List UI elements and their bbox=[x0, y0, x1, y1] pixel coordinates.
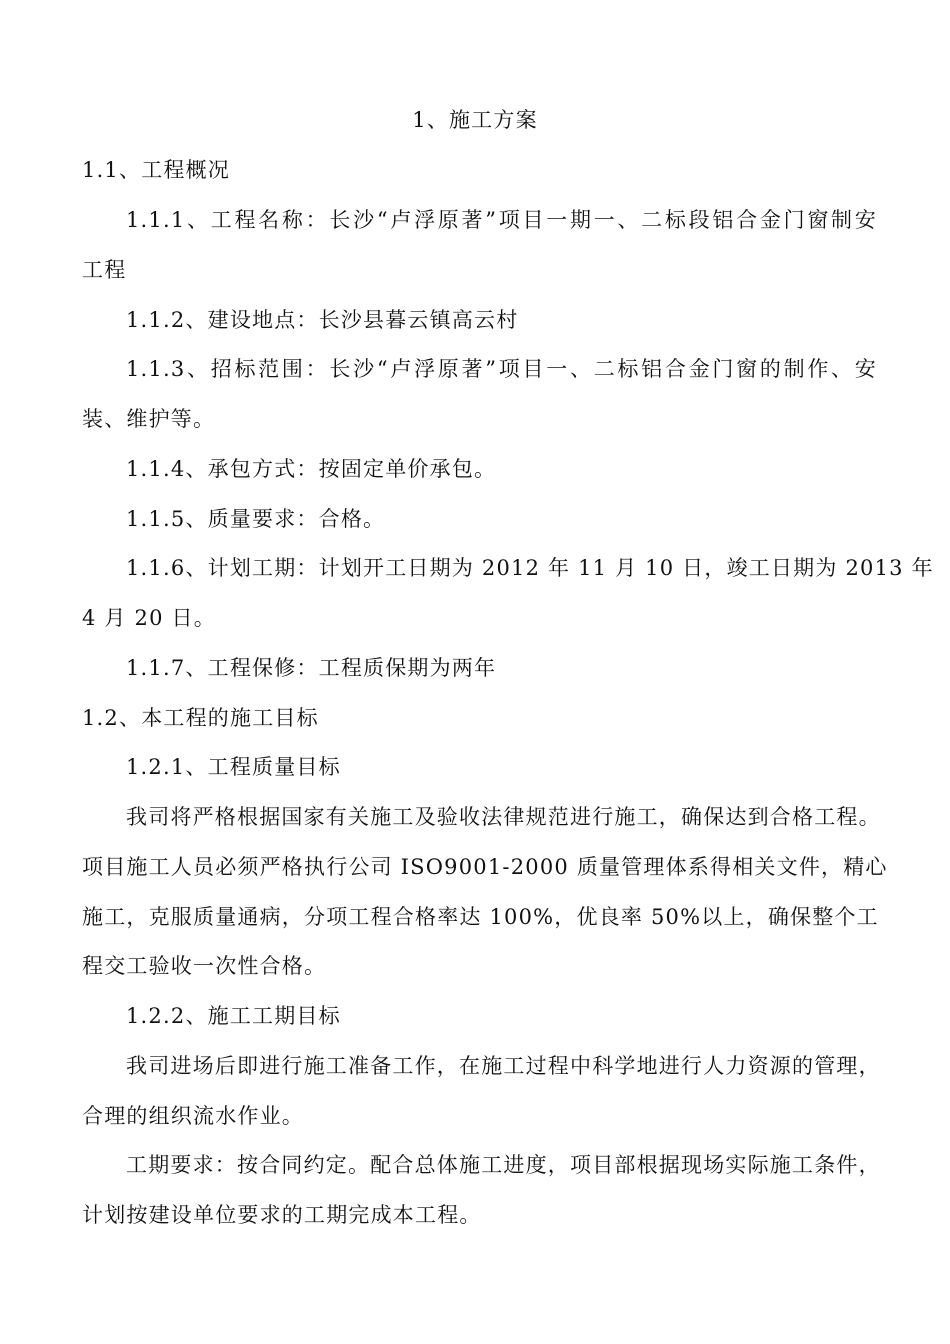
project-name-continued: 工程 bbox=[82, 258, 127, 282]
section-heading-1-2: 1.2、本工程的施工目标 bbox=[82, 706, 319, 730]
quality-goal-line: 施工，克服质量通病，分项工程合格率达 100%，优良率 50%以上，确保整个工 bbox=[82, 905, 879, 929]
quality-goal-line: 项目施工人员必须严格执行公司 ISO9001-2000 质量管理体系得相关文件，精心 bbox=[82, 855, 888, 879]
subsection-heading-1-2-2: 1.2.2、施工工期目标 bbox=[126, 1004, 341, 1028]
quality-goal-line: 程交工验收一次性合格。 bbox=[82, 954, 327, 978]
tender-scope-line: 1.1.3、招标范围：长沙“卢浮原著”项目一、二标铝合金门窗的制作、安 bbox=[126, 357, 877, 381]
schedule-line: 1.1.6、计划工期：计划开工日期为 2012 年 11 月 10 日，竣工日期为 2013 年 bbox=[126, 556, 934, 580]
quality-goal-line: 我司将严格根据国家有关施工及验收法律规范进行施工，确保达到合格工程。 bbox=[126, 805, 881, 829]
warranty-line: 1.1.7、工程保修：工程质保期为两年 bbox=[126, 656, 497, 680]
schedule-requirement-line: 计划按建设单位要求的工期完成本工程。 bbox=[82, 1203, 482, 1227]
construction-site-line: 1.1.2、建设地点：长沙县暮云镇高云村 bbox=[126, 308, 519, 332]
contract-method-line: 1.1.4、承包方式：按固定单价承包。 bbox=[126, 457, 497, 481]
schedule-continued: 4 月 20 日。 bbox=[82, 606, 216, 630]
project-name-line: 1.1.1、工程名称：长沙“卢浮原著”项目一期一、二标段铝合金门窗制安 bbox=[126, 208, 877, 232]
schedule-goal-line: 我司进场后即进行施工准备工作，在施工过程中科学地进行人力资源的管理， bbox=[126, 1054, 881, 1078]
schedule-requirement-line: 工期要求：按合同约定。配合总体施工进度，项目部根据现场实际施工条件， bbox=[126, 1153, 881, 1177]
section-heading-1-1: 1.1、工程概况 bbox=[82, 158, 230, 182]
tender-scope-continued: 装、维护等。 bbox=[82, 407, 216, 431]
page-title: 1、施工方案 bbox=[412, 108, 538, 132]
subsection-heading-1-2-1: 1.2.1、工程质量目标 bbox=[126, 755, 341, 779]
schedule-goal-line: 合理的组织流水作业。 bbox=[82, 1104, 304, 1128]
quality-requirement-line: 1.1.5、质量要求：合格。 bbox=[126, 507, 386, 531]
